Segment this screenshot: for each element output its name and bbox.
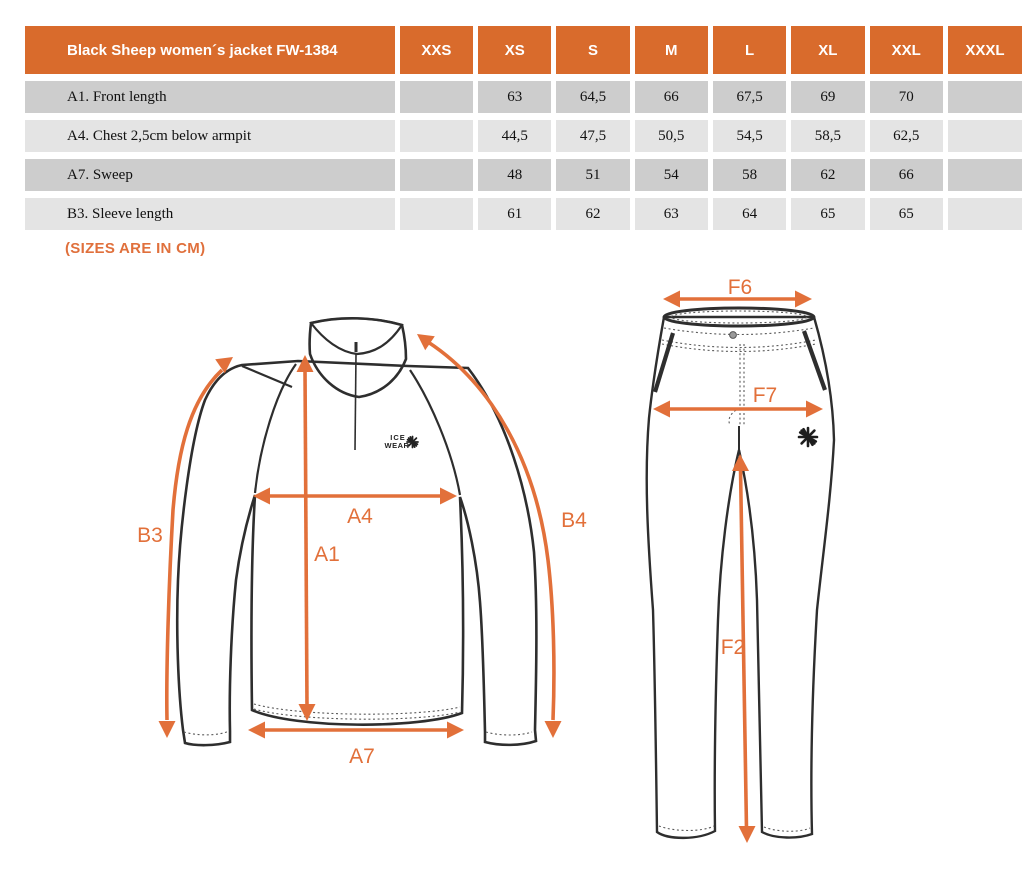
label-a4: A4 — [347, 505, 373, 528]
size-value-cell: 67,5 — [713, 81, 786, 113]
size-value-cell: 65 — [870, 198, 943, 230]
measurement-arrow-b4 — [417, 334, 562, 738]
size-column-header-xxs: XXS — [400, 26, 473, 74]
label-b4: B4 — [561, 509, 587, 532]
size-value-cell — [400, 120, 473, 152]
waistband-stitch — [662, 340, 816, 348]
label-f7: F7 — [752, 384, 778, 407]
size-column-header-xl: XL — [791, 26, 864, 74]
size-value-cell: 66 — [635, 81, 708, 113]
size-value-cell: 66 — [870, 159, 943, 191]
raglan-seam-left — [255, 364, 296, 493]
pocket-left — [655, 333, 673, 392]
size-value-cell — [400, 198, 473, 230]
row-label: A1. Front length — [25, 81, 395, 113]
label-f2: F2 — [720, 636, 746, 659]
raglan-seam-right — [410, 370, 460, 495]
table-row-sleeve-length — [25, 198, 1022, 230]
size-column-header-xxxl: XXXL — [948, 26, 1022, 74]
size-value-cell: 44,5 — [478, 120, 551, 152]
size-value-cell — [948, 81, 1022, 113]
size-column-header-m: M — [635, 26, 708, 74]
size-column-header-s: S — [556, 26, 629, 74]
size-value-cell: 62,5 — [870, 120, 943, 152]
size-value-cell: 64,5 — [556, 81, 629, 113]
product-header-cell: Black Sheep women´s jacket FW-1384 — [25, 26, 395, 74]
table-row-front-length — [25, 81, 1022, 113]
size-value-cell — [400, 159, 473, 191]
table-row-sweep — [25, 159, 1022, 191]
size-value-cell: 58 — [713, 159, 786, 191]
size-value-cell — [400, 81, 473, 113]
size-table — [20, 19, 1027, 237]
icewear-logo-text-2: WEAR — [384, 441, 410, 450]
size-value-cell: 62 — [556, 198, 629, 230]
pants-diagram — [640, 278, 1027, 888]
size-value-cell: 51 — [556, 159, 629, 191]
label-a1: A1 — [314, 543, 340, 566]
waistband-stitch — [662, 344, 816, 352]
jacket-diagram — [130, 280, 640, 825]
size-value-cell — [948, 120, 1022, 152]
size-value-cell: 50,5 — [635, 120, 708, 152]
measurement-arrow-b3 — [159, 357, 234, 738]
size-value-cell: 63 — [478, 81, 551, 113]
size-value-cell: 48 — [478, 159, 551, 191]
row-label: B3. Sleeve length — [25, 198, 395, 230]
waistband-stitch — [664, 328, 814, 335]
size-column-header-l: L — [713, 26, 786, 74]
table-row-chest — [25, 120, 1022, 152]
measurement-arrow-a1 — [297, 355, 316, 721]
size-value-cell: 70 — [870, 81, 943, 113]
measurement-arrow-f7 — [653, 401, 823, 418]
size-value-cell: 63 — [635, 198, 708, 230]
cuff-stitch-left — [184, 731, 229, 735]
size-value-cell: 54 — [635, 159, 708, 191]
size-value-cell — [948, 159, 1022, 191]
snowflake-icon — [407, 437, 418, 448]
row-label: A4. Chest 2,5cm below armpit — [25, 120, 395, 152]
shoulder-seam-left — [242, 366, 292, 387]
zipper-line — [355, 354, 356, 450]
size-column-header-xs: XS — [478, 26, 551, 74]
jacket-outline — [177, 361, 536, 745]
snowflake-icon — [799, 428, 817, 446]
measurement-arrow-a4 — [253, 488, 457, 505]
row-label: A7. Sweep — [25, 159, 395, 191]
size-value-cell: 69 — [791, 81, 864, 113]
size-value-cell: 58,5 — [791, 120, 864, 152]
size-value-cell: 61 — [478, 198, 551, 230]
label-b3: B3 — [137, 524, 163, 547]
cuff-stitch-right — [486, 732, 532, 735]
waist-button — [730, 332, 737, 339]
table-header-row — [25, 26, 1022, 74]
sizes-note: (SIZES ARE IN CM) — [65, 240, 206, 257]
hem-stitch — [254, 704, 460, 714]
icewear-logo-text-1: ICE — [390, 433, 406, 442]
size-column-header-xxl: XXL — [870, 26, 943, 74]
size-value-cell: 47,5 — [556, 120, 629, 152]
collar — [310, 318, 406, 397]
size-value-cell: 64 — [713, 198, 786, 230]
size-value-cell: 62 — [791, 159, 864, 191]
hem-stitch-right — [764, 827, 810, 831]
size-value-cell: 54,5 — [713, 120, 786, 152]
hem-stitch-left — [659, 826, 714, 831]
label-a7: A7 — [349, 745, 375, 768]
size-value-cell: 65 — [791, 198, 864, 230]
label-f6: F6 — [727, 278, 753, 299]
size-value-cell — [948, 198, 1022, 230]
